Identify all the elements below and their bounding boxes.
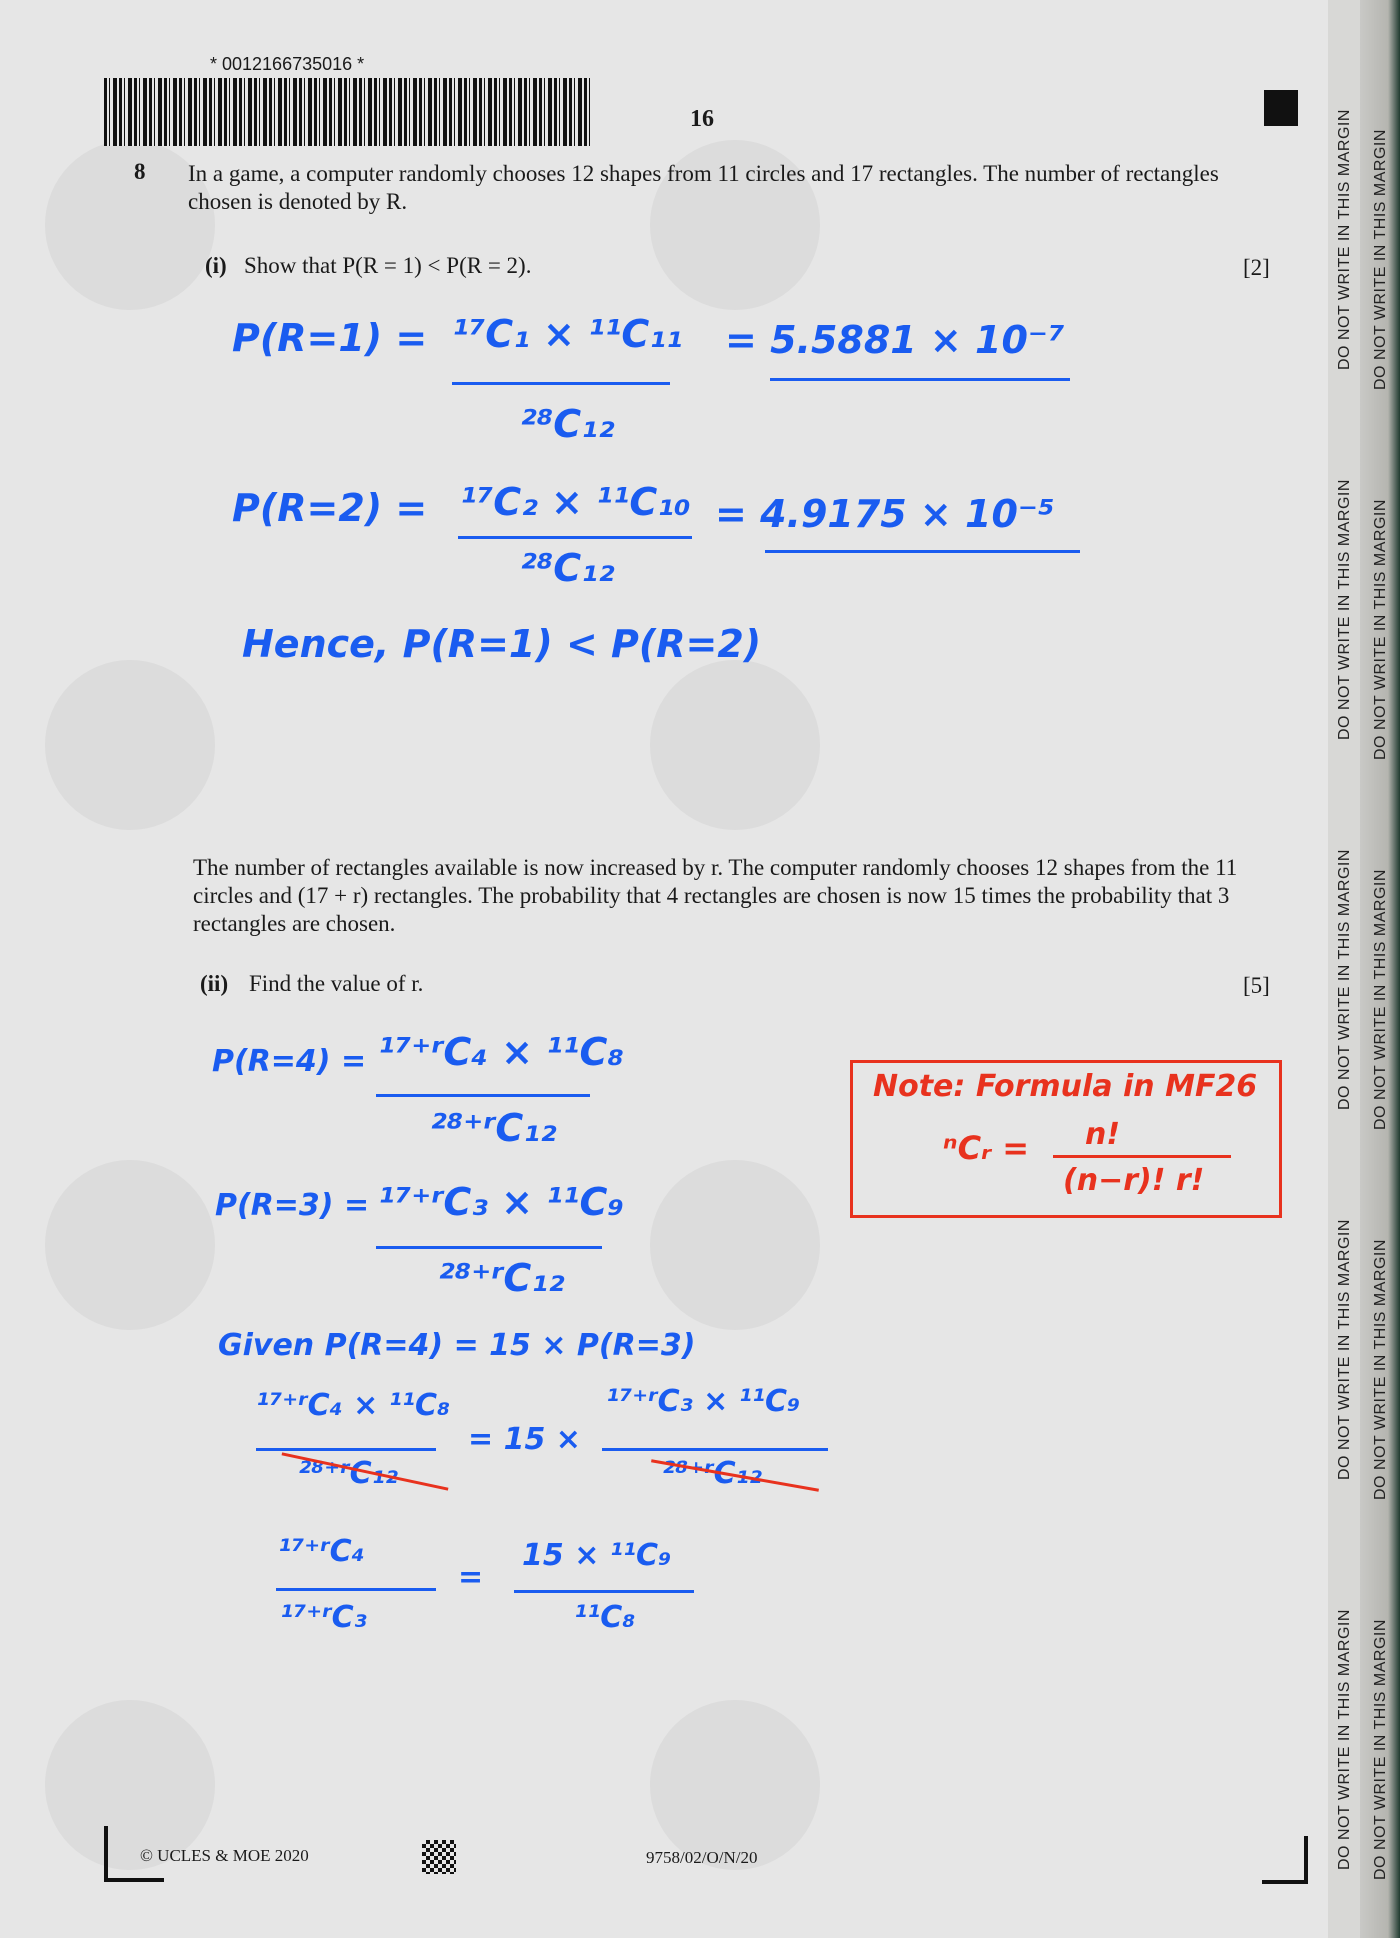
p4-numerator: ¹⁷⁺ʳC₄ × ¹¹C₈	[378, 1030, 624, 1074]
p3-denominator: ²⁸⁺ʳC₁₂	[438, 1256, 565, 1300]
note-formula-denominator: (n−r)! r!	[1063, 1163, 1205, 1198]
fraction-bar	[256, 1448, 436, 1451]
watermark-logo	[650, 1160, 820, 1330]
margin-warning: DO NOT WRITE IN THIS MARGIN	[1336, 109, 1353, 370]
margin-warning: DO NOT WRITE IN THIS MARGIN	[1336, 1219, 1353, 1480]
underline	[770, 378, 1070, 381]
part-i-label: (i)	[205, 253, 227, 278]
margin-warning: DO NOT WRITE IN THIS MARGIN	[1372, 499, 1389, 760]
p4-lhs: P(R=4) =	[212, 1044, 367, 1079]
p3-lhs: P(R=3) =	[215, 1188, 370, 1223]
margin-warning: DO NOT WRITE IN THIS MARGIN	[1336, 1609, 1353, 1870]
barcode-number: * 0012166735016 *	[210, 54, 365, 74]
fraction-bar	[602, 1448, 828, 1451]
part-i-marks: [2]	[1243, 255, 1270, 280]
note-box	[850, 1060, 1282, 1218]
p2-result: = 4.9175 × 10⁻⁵	[715, 492, 1055, 536]
watermark-logo	[45, 660, 215, 830]
question-number: 8	[134, 159, 146, 184]
fraction-bar	[458, 536, 692, 539]
eq2-mid: =	[458, 1560, 484, 1595]
p4-denominator: ²⁸⁺ʳC₁₂	[430, 1106, 557, 1150]
margin-warning: DO NOT WRITE IN THIS MARGIN	[1372, 1619, 1389, 1880]
fraction-bar	[376, 1246, 602, 1249]
p2-denominator: ²⁸C₁₂	[520, 546, 615, 590]
watermark-logo	[650, 1700, 820, 1870]
eq1-rhs-denominator: ²⁸⁺ʳC₁₂	[662, 1456, 762, 1491]
fraction-bar	[452, 382, 670, 385]
eq2-lhs-numerator: ¹⁷⁺ʳC₄	[278, 1534, 365, 1569]
eq1-lhs-denominator: ²⁸⁺ʳC₁₂	[298, 1456, 398, 1491]
eq1-mid: = 15 ×	[468, 1422, 581, 1457]
given-line: Given P(R=4) = 15 × P(R=3)	[218, 1328, 696, 1363]
part-ii-label: (ii)	[200, 971, 229, 996]
conclusion: Hence, P(R=1) < P(R=2)	[242, 622, 762, 666]
p2-lhs: P(R=2) =	[232, 486, 428, 530]
fraction-bar	[514, 1590, 694, 1593]
question-intro: In a game, a computer randomly chooses 12 shapes from 11 circles and 17 rectangles. The number of rectangles chosen is denoted by R.	[188, 161, 1219, 214]
part-ii-intro: The number of rectangles available is now increased by r. The computer randomly chooses 12 shapes from the 11 circles and (17 + r) rectangles. The probability that 4 rectangles are chosen is now 15 times the probability that 3 rectangles are chosen.	[193, 855, 1238, 936]
margin-warning: DO NOT WRITE IN THIS MARGIN	[1336, 479, 1353, 740]
footer-copyright: © UCLES & MOE 2020	[140, 1846, 309, 1865]
eq2-rhs-denominator: ¹¹C₈	[574, 1600, 636, 1635]
footer-code: 9758/02/O/N/20	[646, 1848, 758, 1867]
p1-lhs: P(R=1) =	[232, 316, 428, 360]
p1-numerator: ¹⁷C₁ × ¹¹C₁₁	[452, 312, 683, 356]
page-number: 16	[690, 106, 714, 132]
part-ii-marks: [5]	[1243, 973, 1270, 998]
barcode	[104, 78, 592, 146]
registration-mark	[1264, 90, 1298, 126]
eq2-rhs-numerator: 15 × ¹¹C₉	[522, 1538, 672, 1573]
note-title: Note: Formula in MF26	[873, 1069, 1258, 1104]
corner-mark-right	[1262, 1836, 1308, 1884]
watermark-logo	[45, 1160, 215, 1330]
p2-numerator: ¹⁷C₂ × ¹¹C₁₀	[460, 480, 691, 524]
eq2-lhs-denominator: ¹⁷⁺ʳC₃	[280, 1600, 367, 1635]
margin-warning: DO NOT WRITE IN THIS MARGIN	[1372, 869, 1389, 1130]
note-formula-lhs: ⁿCᵣ =	[943, 1129, 1030, 1167]
qr-code	[422, 1840, 456, 1874]
part-ii-text: Find the value of r.	[249, 971, 424, 996]
margin-warning: DO NOT WRITE IN THIS MARGIN	[1336, 849, 1353, 1110]
fraction-bar	[1053, 1155, 1231, 1158]
margin-warning: DO NOT WRITE IN THIS MARGIN	[1372, 129, 1389, 390]
p3-numerator: ¹⁷⁺ʳC₃ × ¹¹C₉	[378, 1180, 624, 1224]
part-i-text: Show that P(R = 1) < P(R = 2).	[244, 253, 532, 278]
eq1-rhs-numerator: ¹⁷⁺ʳC₃ × ¹¹C₉	[606, 1384, 801, 1419]
p1-result: = 5.5881 × 10⁻⁷	[725, 318, 1065, 362]
fraction-bar	[376, 1094, 590, 1097]
fraction-bar	[276, 1588, 436, 1591]
eq1-lhs-numerator: ¹⁷⁺ʳC₄ × ¹¹C₈	[256, 1388, 451, 1423]
watermark-logo	[650, 660, 820, 830]
note-formula-numerator: n!	[1085, 1117, 1121, 1152]
underline	[765, 550, 1080, 553]
p1-denominator: ²⁸C₁₂	[520, 402, 615, 446]
margin-warning: DO NOT WRITE IN THIS MARGIN	[1372, 1239, 1389, 1500]
